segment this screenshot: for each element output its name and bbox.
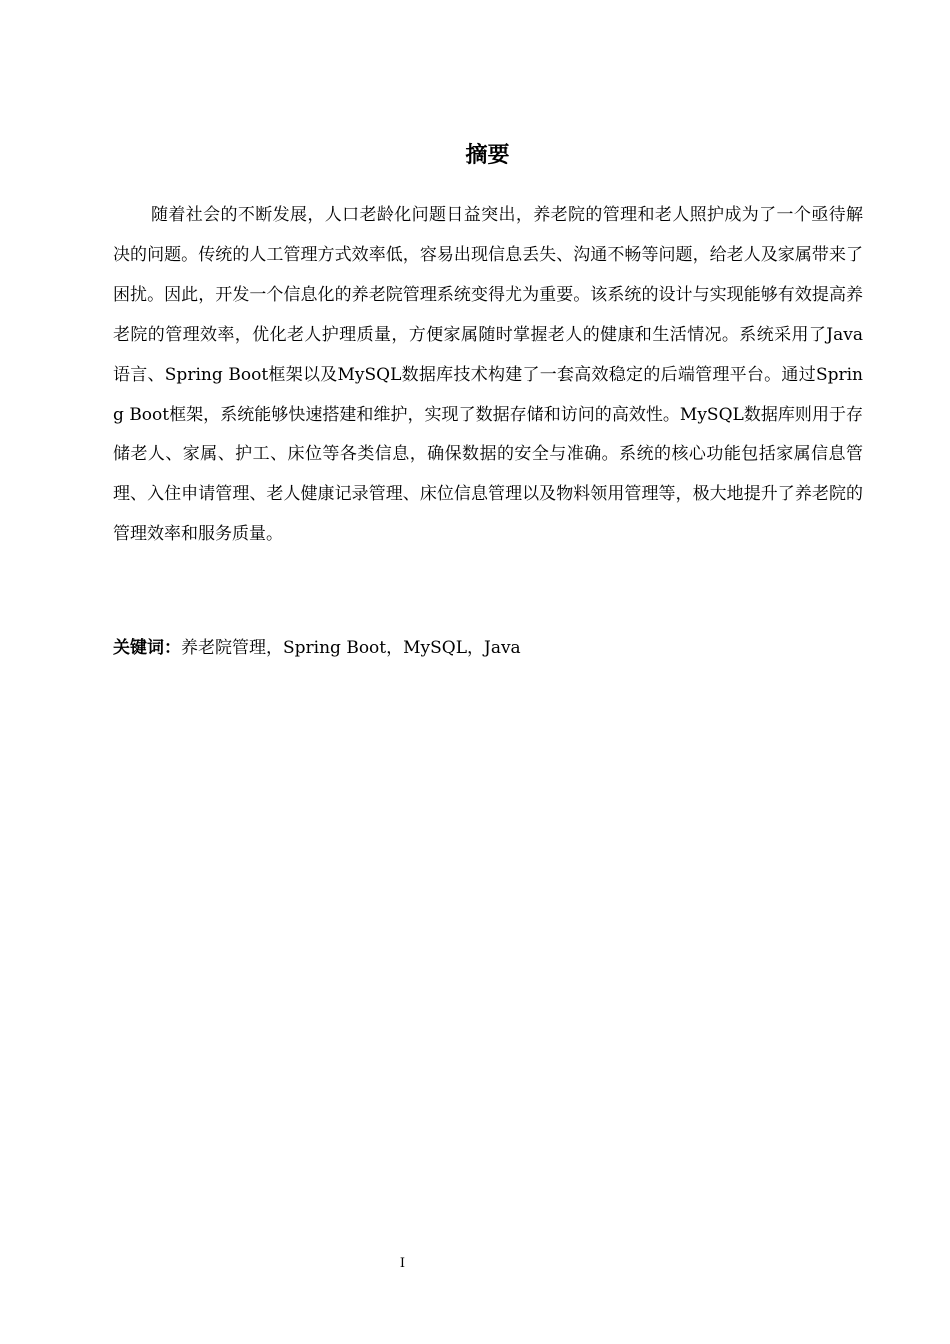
keywords-line bbox=[113, 632, 863, 664]
abstract-title: 摘要 bbox=[465, 143, 510, 168]
page-number: I bbox=[399, 1256, 406, 1271]
keywords-label: 关键词： bbox=[113, 638, 181, 658]
keywords-text: 养老院管理，Spring Boot，MySQL，Java bbox=[181, 638, 521, 658]
abstract-paragraph: 随着社会的不断发展，人口老龄化问题日益突出，养老院的管理和老人照护成为了一个亟待解决的问题。传统的人工管理方式效率低，容易出现信息丢失、沟通不畅等问题，给老人及家属带来了困扰。因此，开发一个信息化的养老院管理系统变得尤为重要。该系统的设计与实现能够有效提高养老院的管理效率，优化老人护理质量，方便家属随时掌握老人的健康和生活情况。系统采用了Java语言、Spring Boot框架以及MySQL数据库技术构建了一套高效稳定的后端管理平台。通过Spring Boot框架，系统能够快速搭建和维护，实现了数据存储和访问的高效性。MySQL数据库则用于存储老人、家属、护工、床位等各类信息，确保数据的安全与准确。系统的核心功能包括家属信息管理、入住申请管理、老人健康记录管理、床位信息管理以及物料领用管理等，极大地提升了养老院的管理效率和服务质量。 bbox=[113, 205, 863, 545]
